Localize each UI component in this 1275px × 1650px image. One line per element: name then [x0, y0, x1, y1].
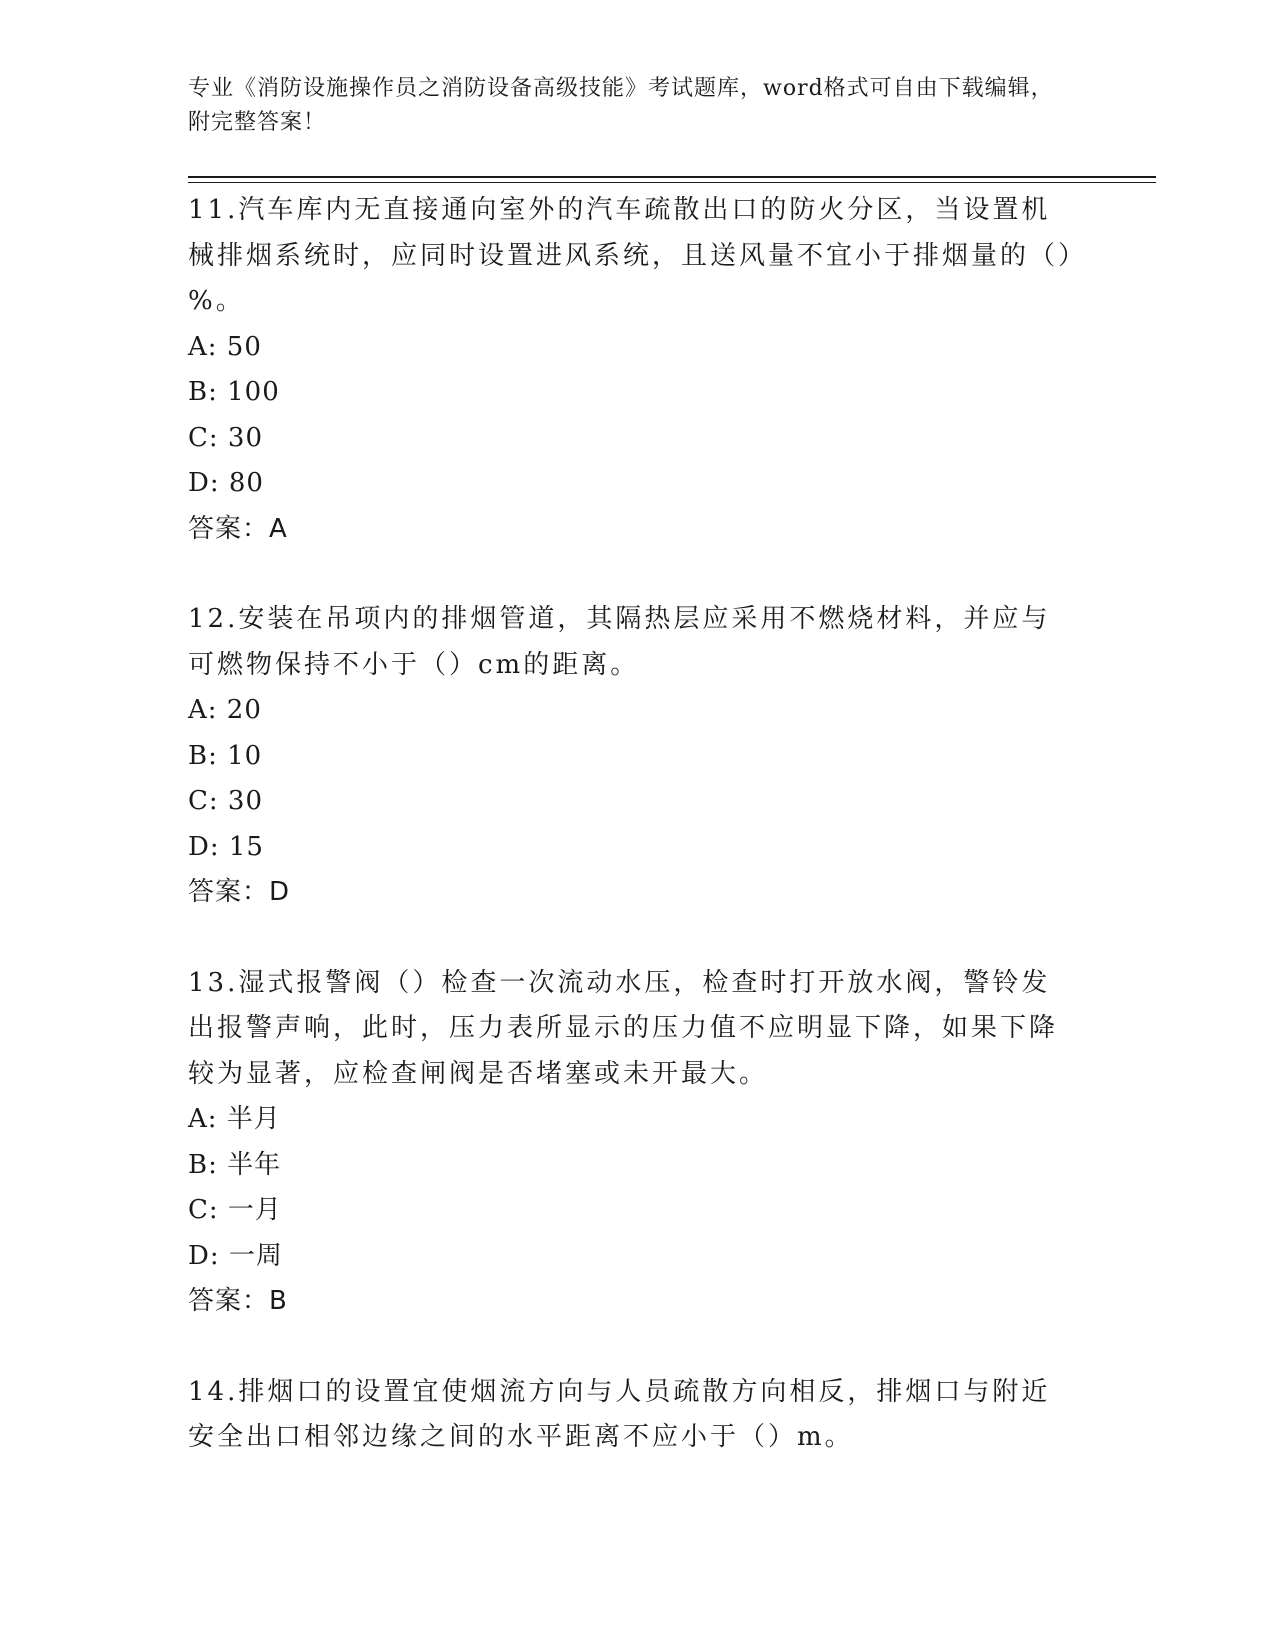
option-d: D: 15	[188, 831, 264, 862]
question-13	[188, 961, 1088, 1325]
header-divider-thin	[188, 182, 1156, 183]
option-b: B: 10	[188, 740, 263, 771]
answer-line: 答案：D	[188, 877, 291, 907]
header-divider-thick	[188, 176, 1156, 178]
question-stem: 14.排烟口的设置宜使烟流方向与人员疏散方向相反，排烟口与附近安全出口相邻边缘之间的水平距离不应小于（）m。	[188, 1376, 1051, 1452]
option-c: C: 30	[188, 422, 264, 453]
question-stem: 11.汽车库内无直接通向室外的汽车疏散出口的防火分区，当设置机械排烟系统时，应同时设置进风系统，且送风量不宜小于排烟量的（）%。	[188, 195, 1075, 316]
answer-line: 答案：A	[188, 513, 288, 544]
header-note: 专业《消防设施操作员之消防设备高级技能》考试题库，word格式可自由下载编辑，附完整答案！	[188, 76, 1054, 135]
option-b: B: 100	[188, 377, 280, 407]
option-d: D: 80	[188, 468, 264, 498]
question-stem: 12.安装在吊项内的排烟管道，其隔热层应采用不燃烧材料，并应与可燃物保持不小于（）cm的距离。	[188, 604, 1051, 680]
option-d: D: 一周	[188, 1240, 283, 1271]
question-14	[188, 1370, 1088, 1461]
option-c: C: 30	[188, 786, 264, 816]
question-11	[188, 188, 1088, 552]
question-stem: 13.湿式报警阀（）检查一次流动水压，检查时打开放水阀，警铃发出报警声响，此时，压力表所显示的压力值不应明显下降，如果下降较为显著，应检查闸阀是否堵塞或未开最大。	[188, 967, 1059, 1089]
question-list	[188, 188, 1088, 1506]
answer-line: 答案：B	[188, 1286, 288, 1316]
option-a: A: 半月	[188, 1104, 281, 1134]
option-c: C: 一月	[188, 1195, 282, 1225]
question-12	[188, 597, 1088, 916]
option-a: A: 50	[188, 331, 262, 362]
option-b: B: 半年	[188, 1149, 282, 1180]
option-a: A: 20	[188, 695, 262, 725]
